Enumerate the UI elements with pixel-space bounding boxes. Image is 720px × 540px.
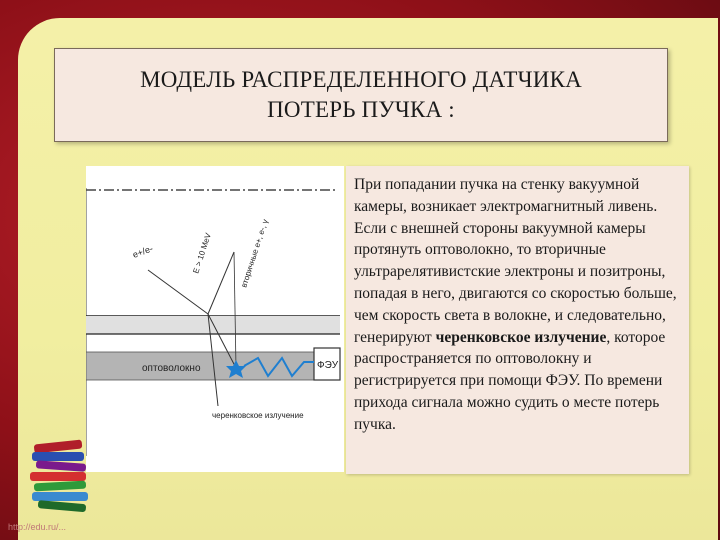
footer-url: http://edu.ru/... [8,522,67,532]
shower-ray-up [208,252,234,314]
description-part-1: При попадании пучка на стенку вакуумной камеры, возникает электромагнитный ливень. Если с внешней стороны вакуумной камеры протянуть оптоволокно, то вторичные ультрарелятивистские электроны и позитроны, попадая в него, двигаются со скоростью больше, чем скорость света в волокне, и следовательно, генерируют [354,176,677,346]
description-box [346,166,689,474]
incoming-particle-ray [148,270,208,314]
title-box [54,48,668,142]
shower-ray-secondary [234,252,236,368]
description-text [354,174,684,436]
slide-title-line-1: МОДЕЛЬ РАСПРЕДЕЛЕННОГО ДАТЧИКА [140,67,582,92]
books-decoration-icon [30,438,100,518]
beam-loss-diagram [86,166,344,472]
diagram-figure [86,166,344,472]
fiber-label: оптоволокно [142,363,201,374]
pmt-label: ФЭУ [317,360,339,371]
chamber-wall [86,316,340,334]
beam-particle-label: e+/e- [131,243,155,260]
energy-threshold-label: E > 10 MeV [191,231,213,275]
optical-fiber [86,352,318,380]
cherenkov-label: черенковское излучение [212,411,304,420]
secondary-particles-label: вторичные e+, e-, γ [239,218,270,289]
description-part-2: , которое распространяется по оптоволокну и регистрируется при помощи ФЭУ. По времени прихода сигнала можно судить о месте потерь пучка. [354,328,666,433]
slide-title-line-2: ПОТЕРЬ ПУЧКА : [267,97,455,122]
description-bold-term: черенковское излучение [435,328,607,346]
